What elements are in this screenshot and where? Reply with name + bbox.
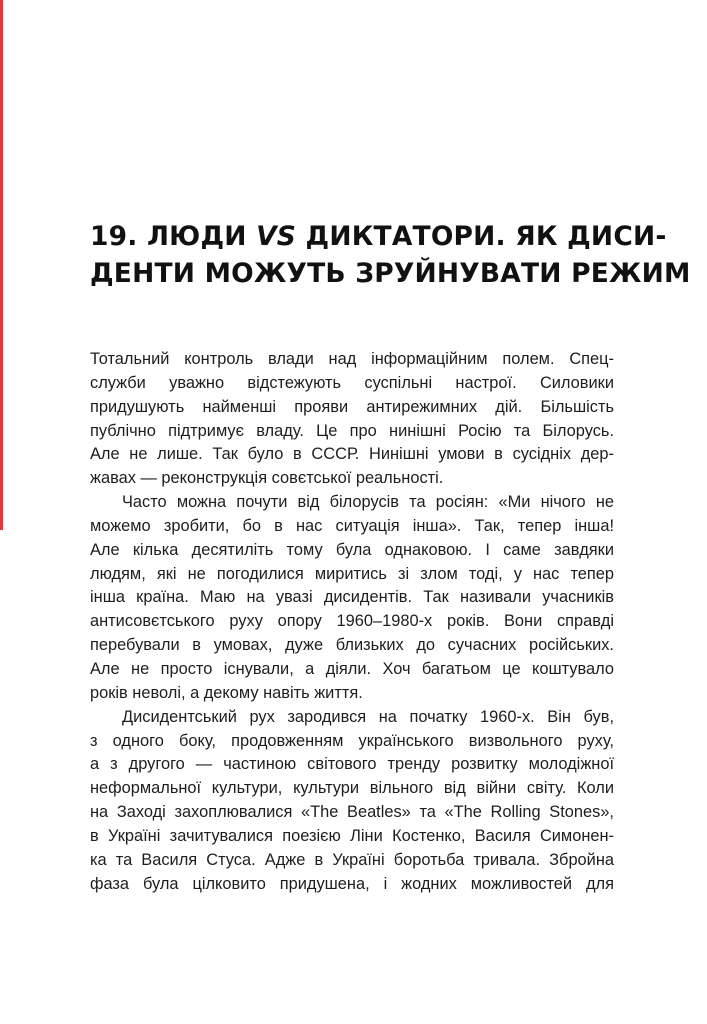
text-line: служби уважно відстежують суспільні настрої. Силовики — [90, 373, 614, 392]
text-line: років неволі, а декому навіть життя. — [90, 683, 363, 702]
text-line: можемо зробити, бо в нас ситуація інша». Так, тепер інша! — [90, 516, 614, 535]
paragraph — [90, 348, 614, 491]
text-line: на Заході захоплювалися «The Beatles» та «The Rolling Stones», — [90, 803, 614, 822]
text-line: а з другого — частиною світового тренду розвитку молодіжної — [90, 755, 614, 774]
chapter-title-vs: VS — [256, 221, 297, 252]
chapter-title-prefix: 19. ЛЮДИ — [90, 221, 257, 252]
text-line: людям, які не погодилися миритись зі злом тоді, у нас тепер — [90, 564, 614, 583]
text-line: з одного боку, продовженням українського визвольного руху, — [90, 731, 614, 750]
text-line: публічно підтримує владу. Це про нинішні Росію та Білорусь. — [90, 421, 614, 440]
page-edge-mark — [0, 0, 3, 530]
text-line: Але кілька десятиліть тому була однаковою. І саме завдяки — [90, 540, 614, 559]
text-line: перебували в умовах, дуже близьких до сучасних російських. — [90, 636, 614, 655]
chapter-title — [90, 218, 691, 292]
body-text — [90, 348, 614, 896]
text-line: неформальної культури, культури вільного від війни світу. Коли — [90, 779, 614, 798]
text-line: в Україні зачитувалися поезією Ліни Костенко, Василя Симонен- — [90, 826, 614, 845]
text-line: Часто можна почути від білорусів та росіян: «Ми нічого не — [122, 493, 614, 512]
text-line: фаза була цілковито придушена, і жодних можливостей для — [90, 874, 614, 893]
paragraph — [90, 706, 614, 897]
text-line: ка та Василя Стуса. Адже в Україні боротьба тривала. Збройна — [90, 850, 614, 869]
text-line: антисовєтського руху опору 1960–1980-х років. Вони справді — [90, 612, 614, 631]
text-line: жавах — реконструкція совєтської реальності. — [90, 469, 444, 488]
chapter-title-line-2: ДЕНТИ МОЖУТЬ ЗРУЙНУВАТИ РЕЖИМ — [90, 258, 691, 289]
text-line: Тотальний контроль влади над інформаційним полем. Спец- — [90, 350, 614, 368]
text-line: придушують найменші прояви антирежимних дій. Більшість — [90, 397, 614, 416]
text-line: інша країна. Маю на увазі дисидентів. Так називали учасників — [90, 588, 614, 607]
chapter-title-line-1 — [90, 218, 667, 255]
chapter-title-suffix: ДИКТАТОРИ. ЯК ДИСИ- — [296, 221, 667, 252]
text-line: Дисидентський рух зародився на початку 1960-х. Він був, — [122, 707, 614, 726]
paragraph — [90, 491, 614, 706]
text-line: Але не просто існували, а діяли. Хоч багатьом це коштувало — [90, 659, 614, 678]
text-line: Але не лише. Так було в СССР. Нинішні умови в сусідніх дер- — [90, 445, 614, 464]
